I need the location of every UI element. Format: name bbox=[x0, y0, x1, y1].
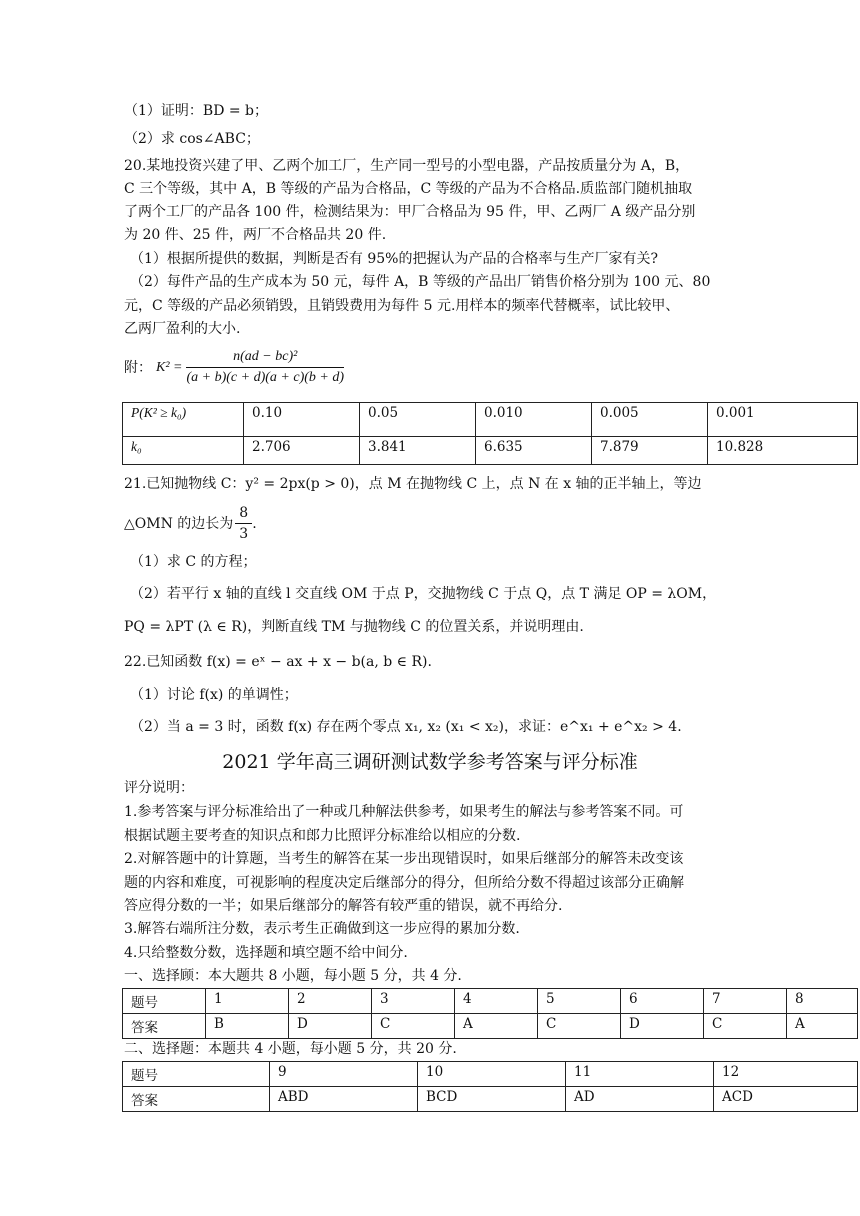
table-cell: BCD bbox=[418, 1087, 566, 1112]
q20-text-1: 20.某地投资兴建了甲、乙两个加工厂，生产同一型号的小型电器，产品按质量分为 A，B， bbox=[124, 158, 690, 174]
attach-label: 附： bbox=[124, 359, 152, 376]
table-cell: 9 bbox=[270, 1062, 418, 1087]
table-cell: B bbox=[206, 1014, 289, 1039]
answer-table-2 bbox=[122, 1061, 858, 1112]
answer-key-title: 2021 学年高三调研测试数学参考答案与评分标准 bbox=[222, 751, 638, 773]
table-cell: A bbox=[455, 1014, 538, 1039]
scoring-note-1b: 根据试题主要考查的知识点和郎力比照评分标准给以相应的分数. bbox=[124, 828, 521, 844]
q22-part1: （1）讨论 f(x) 的单调性； bbox=[130, 687, 298, 703]
q21-part2-1: （2）若平行 x 轴的直线 l 交直线 OM 于点 P，交抛物线 C 于点 Q，点 T 满足 OP = λOM， bbox=[130, 586, 717, 602]
table-cell: 11 bbox=[566, 1062, 714, 1087]
table-cell: 2 bbox=[289, 989, 372, 1014]
q20-part1: （1）根据所提供的数据，判断是否有 95%的把握认为产品的合格率与生产厂家有关? bbox=[130, 251, 658, 267]
table-row bbox=[123, 403, 858, 437]
table-cell: 10 bbox=[418, 1062, 566, 1087]
table-row-label: 答案 bbox=[123, 1014, 206, 1039]
q20-part2-3: 乙两厂盈利的大小. bbox=[124, 321, 241, 337]
q19-part2: （2）求 cos∠ABC； bbox=[124, 131, 260, 147]
table-cell: C bbox=[538, 1014, 621, 1039]
section2-heading: 二、选择题：本题共 4 小题，每小题 5 分，共 20 分. bbox=[124, 1041, 457, 1057]
table-cell: 3.841 bbox=[360, 437, 476, 465]
table-row bbox=[123, 1062, 858, 1087]
table-cell: A bbox=[787, 1014, 858, 1039]
table-cell: 6 bbox=[621, 989, 704, 1014]
table-cell: 0.05 bbox=[360, 403, 476, 437]
table-cell: 0.001 bbox=[708, 403, 858, 437]
table-cell: C bbox=[704, 1014, 787, 1039]
table-cell: 5 bbox=[538, 989, 621, 1014]
table-cell: 0.005 bbox=[592, 403, 708, 437]
table-cell: 2.706 bbox=[244, 437, 360, 465]
table-cell: AD bbox=[566, 1087, 714, 1112]
table-row-label: 题号 bbox=[123, 989, 206, 1014]
table-cell: 1 bbox=[206, 989, 289, 1014]
q22-part2: （2）当 a = 3 时，函数 f(x) 存在两个零点 x₁, x₂ (x₁ < x₂)，求证：e^x₁ + e^x₂ > 4. bbox=[130, 719, 682, 735]
table-row-label: P(K² ≥ k₀) bbox=[123, 403, 244, 437]
k2-formula: 附： K² = $\frac{\text{n(ad − bc)²}}{(a + b)(c + d)(a + c)(b + d)}$ bbox=[124, 347, 344, 388]
scoring-note-2b: 题的内容和难度，可视影响的程度决定后继部分的得分，但所给分数不得超过该部分正确解 bbox=[124, 875, 684, 891]
table-row bbox=[123, 1014, 858, 1039]
table-row-label: 题号 bbox=[123, 1062, 270, 1087]
table-cell: ABD bbox=[270, 1087, 418, 1112]
scoring-note-3: 3.解答右端所注分数，表示考生正确做到这一步应得的累加分数. bbox=[124, 921, 520, 937]
table-cell: 0.10 bbox=[244, 403, 360, 437]
side-length-fraction: $\frac{8}{3}$ bbox=[235, 503, 252, 544]
k2-numerator: n(ad − bc)² bbox=[186, 347, 344, 368]
table-cell: 0.010 bbox=[476, 403, 592, 437]
scoring-note-2a: 2.对解答题中的计算题，当考生的解答在某一步出现错误时，如果后继部分的解答未改变该 bbox=[124, 851, 684, 867]
table-cell: 4 bbox=[455, 989, 538, 1014]
section1-heading: 一、选择顾：本大题共 8 小题，每小题 5 分，共 4 分. bbox=[124, 968, 462, 984]
q22-text: 22.已知函数 f(x) = eˣ − ax + x − b(a, b ∈ R). bbox=[124, 654, 432, 670]
table-cell: 12 bbox=[714, 1062, 858, 1087]
q20-text-3: 了两个工厂的产品各 100 件，检测结果为：甲厂合格品为 95 件，甲、乙两厂 A 级产品分别 bbox=[124, 204, 696, 220]
q19-part1: （1）证明：BD = b； bbox=[124, 103, 269, 119]
table-cell: 7 bbox=[704, 989, 787, 1014]
scoring-note-1a: 1.参考答案与评分标准给出了一种或几种解法供参考，如果考生的解法与参考答案不同。可 bbox=[124, 804, 684, 820]
k2-fraction bbox=[186, 347, 344, 388]
table-cell: ACD bbox=[714, 1087, 858, 1112]
q21-part2-2: PQ = λPT (λ ∈ R)，判断直线 TM 与抛物线 C 的位置关系，并说明理由. bbox=[124, 619, 584, 635]
scoring-note-4: 4.只给整数分数，选择题和填空题不给中间分. bbox=[124, 945, 408, 961]
table-cell: C bbox=[372, 1014, 455, 1039]
table-row-label: 答案 bbox=[123, 1087, 270, 1112]
table-cell: 7.879 bbox=[592, 437, 708, 465]
table-cell: 3 bbox=[372, 989, 455, 1014]
table-row bbox=[123, 1087, 858, 1112]
q20-text-4: 为 20 件、25 件，两厂不合格品共 20 件. bbox=[124, 227, 387, 243]
q21-text-1: 21.已知抛物线 C：y² = 2px(p > 0)，点 M 在抛物线 C 上，点 N 在 x 轴的正半轴上，等边 bbox=[124, 476, 702, 492]
table-row-label: k₀ bbox=[123, 437, 244, 465]
q20-part2-1: （2）每件产品的生产成本为 50 元，每件 A，B 等级的产品出厂销售价格分别为 100 元、80 bbox=[130, 274, 711, 290]
k2-denominator: (a + b)(c + d)(a + c)(b + d) bbox=[186, 370, 344, 385]
scoring-note-2c: 答应得分数的一半；如果后继部分的解答有较严重的错误，就不再给分. bbox=[124, 898, 563, 914]
table-cell: 10.828 bbox=[708, 437, 858, 465]
table-cell: 8 bbox=[787, 989, 858, 1014]
k-critical-table bbox=[122, 402, 858, 465]
table-cell: D bbox=[289, 1014, 372, 1039]
table-cell: D bbox=[621, 1014, 704, 1039]
q20-text-2: C 三个等级，其中 A，B 等级的产品为合格品，C 等级的产品为不合格品.质监部门随机抽取 bbox=[124, 181, 693, 197]
table-cell: 6.635 bbox=[476, 437, 592, 465]
table-row bbox=[123, 989, 858, 1014]
q20-part2-2: 元，C 等级的产品必须销毁，且销毁费用为每件 5 元.用样本的频率代替概率，试比较甲、 bbox=[124, 298, 680, 314]
answer-table-1 bbox=[122, 988, 858, 1039]
q21-text-2: △OMN 的边长为 $\frac{8}{3}$ . bbox=[124, 505, 257, 542]
q21-part1: （1）求 C 的方程； bbox=[130, 554, 257, 570]
table-row bbox=[123, 437, 858, 465]
scoring-notes-heading: 评分说明： bbox=[124, 780, 194, 796]
